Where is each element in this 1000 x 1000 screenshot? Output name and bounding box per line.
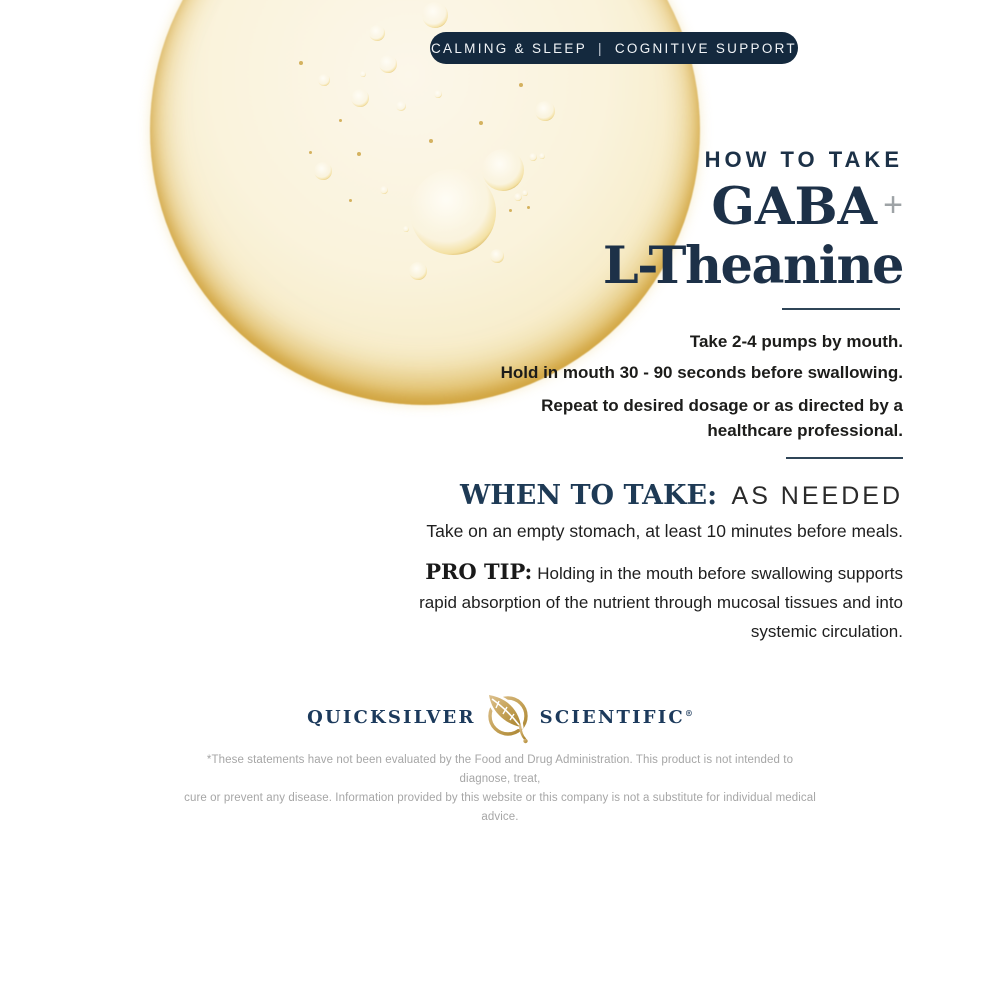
quill-feather-icon [485, 692, 531, 746]
section-eyebrow: HOW TO TAKE [704, 147, 903, 172]
when-to-take-heading [460, 480, 903, 511]
dosage-instructions [433, 331, 903, 452]
oil-speck [509, 209, 512, 212]
divider-top [782, 308, 900, 310]
oil-bubble [514, 193, 522, 201]
brand-name-left: QUICKSILVER [307, 706, 476, 728]
oil-bubble [434, 90, 442, 98]
product-name-line1 [603, 176, 903, 237]
oil-bubble [351, 89, 369, 107]
product-name-line2: L-Theanine [602, 236, 903, 296]
disclaimer-line: cure or prevent any disease. Information provided by this website or this company is not a substitute for individual medical advice. [184, 792, 816, 823]
when-to-take-value: AS NEEDED [731, 482, 903, 510]
oil-bubble [539, 153, 545, 159]
instruction-line: Repeat to desired dosage or as directed by a healthcare professional. [541, 396, 903, 440]
product-name-gaba: GABA [711, 177, 878, 237]
instruction-line: Take 2-4 pumps by mouth. [689, 332, 903, 351]
oil-speck [519, 83, 523, 87]
hold-duration: 30 - 90 seconds [619, 363, 747, 382]
oil-speck [349, 199, 352, 202]
badge-separator: | [598, 40, 604, 56]
brand-logo [0, 688, 1000, 746]
oil-bubble [360, 71, 366, 77]
when-to-take-note: Take on an empty stomach, at least 10 minutes before meals. [426, 521, 903, 541]
oil-bubble [522, 190, 528, 196]
pro-tip-text: Holding in the mouth before swallowing supports rapid absorption of the nutrient through mucosal tissues and into systemic circulation. [419, 564, 903, 641]
plus-sign: + [883, 186, 903, 224]
oil-bubble [409, 262, 427, 280]
oil-speck [299, 61, 303, 65]
oil-speck [527, 206, 530, 209]
oil-bubble [380, 186, 388, 194]
product-title [603, 176, 903, 296]
oil-speck [479, 121, 483, 125]
disclaimer-line: *These statements have not been evaluated by the Food and Drug Administration. This product is not intended to diagnose, treat, [206, 754, 794, 785]
oil-bubble [490, 249, 504, 263]
oil-bubble [535, 101, 555, 121]
oil-speck [309, 151, 312, 154]
brand-name-right: SCIENTIFIC® [539, 706, 693, 728]
oil-bubble [410, 169, 496, 255]
oil-bubble [403, 226, 409, 232]
when-to-take-label: WHEN TO TAKE: [459, 480, 718, 511]
instruction-line: Hold in mouth 30 - 90 seconds before swallowing. [500, 363, 903, 382]
category-badge [430, 32, 798, 64]
oil-bubble [482, 149, 524, 191]
oil-bubble [396, 101, 406, 111]
oil-speck [357, 152, 361, 156]
pro-tip [403, 557, 903, 646]
badge-left-label: CALMING & SLEEP [431, 40, 588, 56]
fda-disclaimer [180, 751, 820, 827]
oil-bubble [379, 55, 397, 73]
oil-speck [429, 139, 433, 143]
oil-bubble [422, 2, 448, 28]
registered-mark: ® [684, 707, 693, 718]
oil-bubble [318, 74, 330, 86]
oil-bubble [529, 153, 537, 161]
divider-middle [786, 457, 903, 459]
badge-right-label: COGNITIVE SUPPORT [614, 40, 797, 56]
oil-bubble [314, 162, 332, 180]
oil-bubble [369, 25, 385, 41]
oil-speck [339, 119, 342, 122]
pro-tip-label: PRO TIP: [425, 559, 533, 584]
